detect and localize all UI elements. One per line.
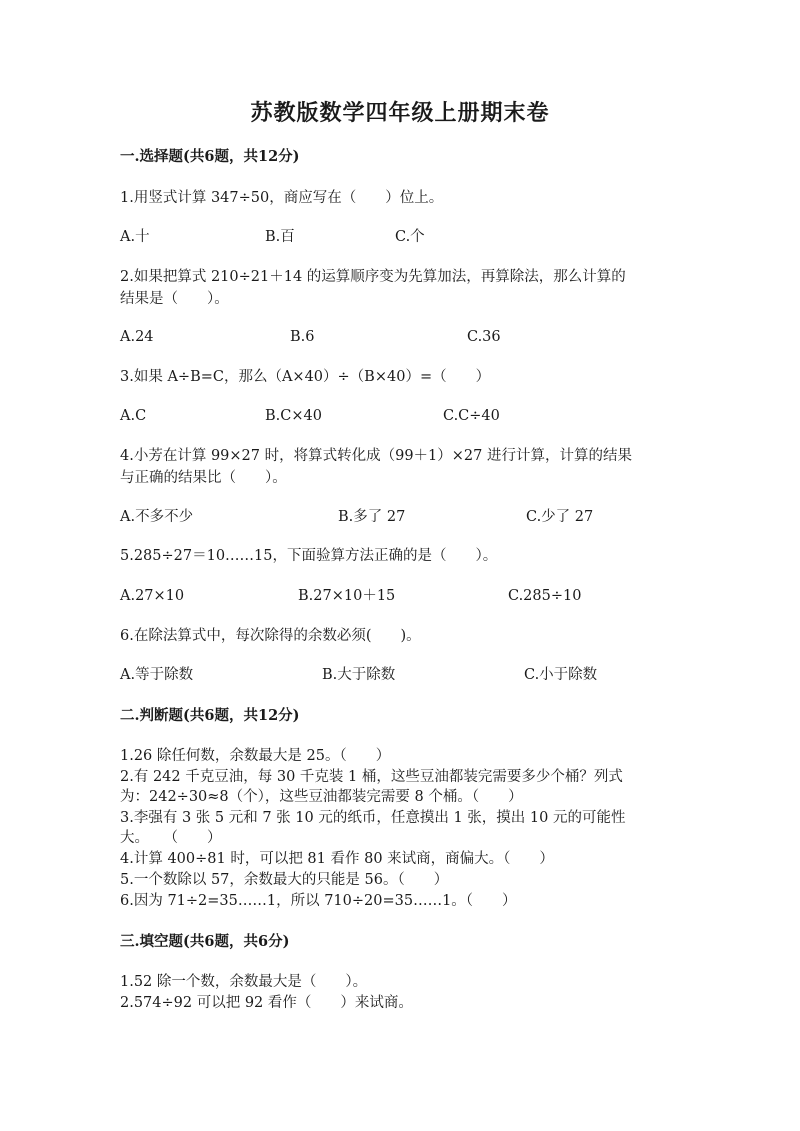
statement-line: 5.一个数除以 57，余数最大的只能是 56。（ ）: [120, 872, 449, 888]
page-title: 苏教版数学四年级上册期末卷: [250, 100, 550, 126]
option-c: C.个: [395, 229, 425, 245]
statement-line: 大。 （ ）: [120, 830, 222, 846]
question-text: 结果是（ ）。: [120, 291, 229, 307]
option-a: A.十: [120, 229, 150, 245]
option-b: B.C×40: [265, 408, 322, 424]
option-c: C.C÷40: [443, 408, 500, 424]
statement-line: 为：242÷30≈8（个），这些豆油都装完需要 8 个桶。（ ）: [120, 789, 523, 805]
option-a: A.27×10: [120, 588, 185, 604]
section-heading-judge: 二.判断题(共6题，共12分): [120, 707, 300, 724]
fill-line: 2.574÷92 可以把 92 看作（ ）来试商。: [120, 995, 413, 1011]
option-c: C.少了 27: [526, 509, 594, 525]
question-text: 1.用竖式计算 347÷50，商应写在（ ）位上。: [120, 190, 444, 206]
option-a: A.等于除数: [120, 667, 194, 683]
statement-line: 3.李强有 3 张 5 元和 7 张 10 元的纸币，任意摸出 1 张，摸出 10 元的可能性: [120, 810, 626, 826]
option-a: A.C: [120, 408, 147, 424]
option-b: B.百: [265, 229, 295, 245]
section-heading-choice: 一.选择题(共6题，共12分): [120, 148, 300, 165]
statement-line: 4.计算 400÷81 时，可以把 81 看作 80 来试商，商偏大。（ ）: [120, 851, 554, 867]
option-a: A.不多不少: [120, 509, 194, 525]
fill-line: 1.52 除一个数，余数最大是（ ）。: [120, 974, 368, 990]
statement-line: 6.因为 71÷2=35……1，所以 710÷20=35……1。（ ）: [120, 893, 517, 909]
question-text: 3.如果 A÷B=C，那么（A×40）÷（B×40）=（ ）: [120, 369, 491, 385]
option-b: B.6: [290, 329, 315, 345]
option-b: B.27×10＋15: [298, 588, 396, 604]
question-text: 5.285÷27＝10……15，下面验算方法正确的是（ ）。: [120, 548, 498, 564]
section-heading-fill: 三.填空题(共6题，共6分): [120, 933, 290, 950]
option-b: B.大于除数: [322, 667, 396, 683]
option-b: B.多了 27: [338, 509, 406, 525]
option-c: C.小于除数: [524, 667, 598, 683]
question-text: 6.在除法算式中，每次除得的余数必须( )。: [120, 628, 421, 644]
option-c: C.36: [467, 329, 501, 345]
question-text: 与正确的结果比（ ）。: [120, 470, 287, 486]
statement-line: 1.26 除任何数，余数最大是 25。（ ）: [120, 748, 391, 764]
question-text: 4.小芳在计算 99×27 时，将算式转化成（99＋1）×27 进行计算，计算的结果: [120, 448, 632, 464]
option-a: A.24: [120, 329, 154, 345]
option-c: C.285÷10: [508, 588, 582, 604]
statement-line: 2.有 242 千克豆油，每 30 千克装 1 桶，这些豆油都装完需要多少个桶？列式: [120, 769, 623, 785]
question-text: 2.如果把算式 210÷21＋14 的运算顺序变为先算加法，再算除法，那么计算的: [120, 269, 626, 285]
